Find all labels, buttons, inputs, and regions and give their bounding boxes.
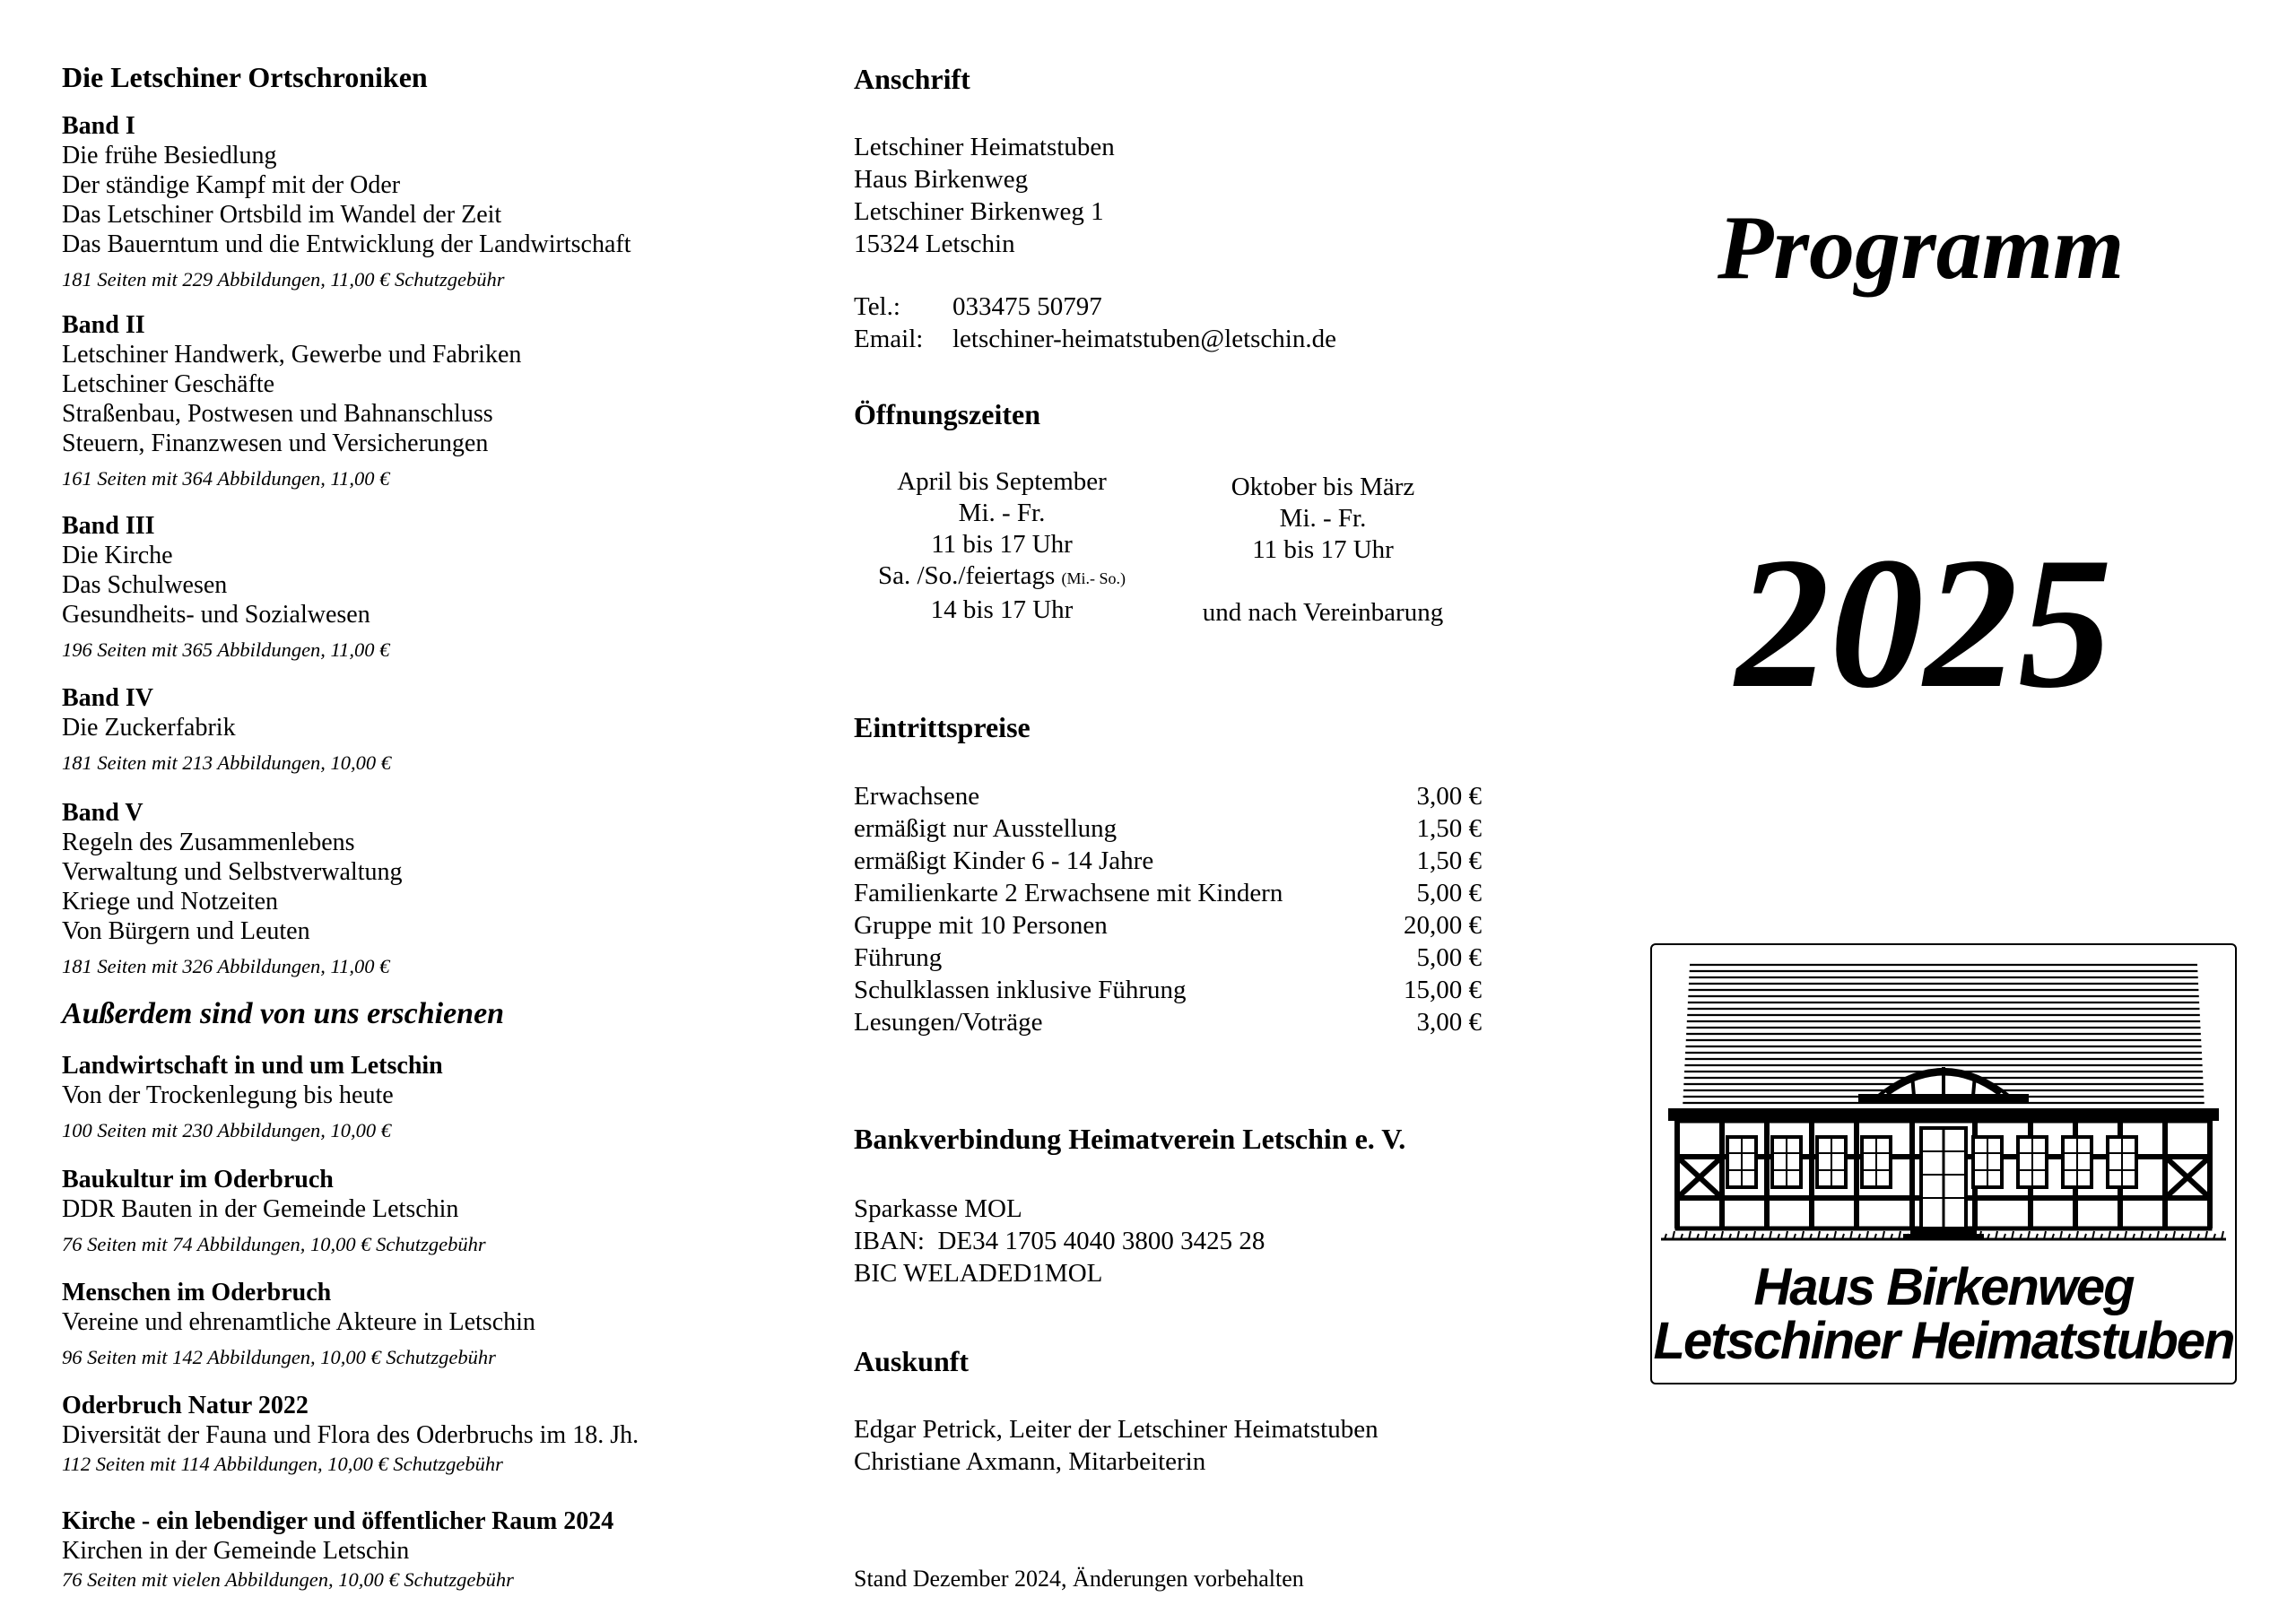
band-title: Band I <box>62 112 135 140</box>
price-label: Erwachsene <box>854 782 980 811</box>
band-meta: 181 Seiten mit 229 Abbildungen, 11,00 € Schutzgebühr <box>62 268 505 291</box>
contact-block <box>854 291 1336 355</box>
summer-days: Mi. - Fr. <box>958 499 1046 527</box>
band-topic: Steuern, Finanzwesen und Versicherungen <box>62 430 489 457</box>
oeffnungszeiten-heading: Öffnungszeiten <box>854 398 1040 430</box>
price-row <box>854 974 1482 1006</box>
price-value: 1,50 € <box>1416 846 1482 875</box>
band-topic: Der ständige Kampf mit der Oder <box>62 171 401 199</box>
bank-line: Sparkasse MOL <box>854 1194 1022 1223</box>
email-row <box>854 323 1336 355</box>
publication-title: Oderbruch Natur 2022 <box>62 1392 309 1419</box>
band-topic: Die Zuckerfabrik <box>62 714 236 742</box>
publication-3 <box>62 1278 833 1370</box>
band-meta: 181 Seiten mit 326 Abbildungen, 11,00 € <box>62 955 390 977</box>
publication-meta: 96 Seiten mit 142 Abbildungen, 10,00 € Schutzgebühr <box>62 1346 496 1368</box>
publication-title: Menschen im Oderbruch <box>62 1279 332 1306</box>
price-value: 1,50 € <box>1416 814 1482 843</box>
winter-days: Mi. - Fr. <box>1279 504 1367 533</box>
address-line: Haus Birkenweg <box>854 165 1029 194</box>
price-label: Führung <box>854 943 943 972</box>
price-value: 5,00 € <box>1416 943 1482 972</box>
price-value: 20,00 € <box>1404 911 1482 940</box>
contact-persons <box>854 1413 1378 1478</box>
price-label: ermäßigt nur Ausstellung <box>854 814 1118 843</box>
band-meta: 181 Seiten mit 213 Abbildungen, 10,00 € <box>62 751 392 774</box>
program-title: Programm <box>1718 197 2125 299</box>
band-2 <box>62 310 833 491</box>
price-label: Lesungen/Voträge <box>854 1008 1043 1037</box>
logo-text-line2: Letschiner Heimatstuben <box>1653 1312 2234 1370</box>
further-publications-heading: Außerdem sind von uns erschienen <box>62 997 505 1030</box>
bank-line: IBAN: DE34 1705 4040 3800 3425 28 <box>854 1227 1265 1255</box>
band-topic: Das Schulwesen <box>62 571 228 599</box>
price-row <box>854 812 1482 845</box>
publication-meta: 76 Seiten mit vielen Abbildungen, 10,00 € Schutzgebühr <box>62 1568 514 1591</box>
publication-meta: 100 Seiten mit 230 Abbildungen, 10,00 € <box>62 1119 392 1141</box>
band-topic: Letschiner Handwerk, Gewerbe und Fabriken <box>62 341 522 369</box>
winter-hours <box>1175 472 1471 629</box>
summer-weekend <box>854 560 1150 595</box>
band-topic: Verwaltung und Selbstverwaltung <box>62 858 403 886</box>
band-topic: Das Letschiner Ortsbild im Wandel der Zeit <box>62 201 502 229</box>
publication-subtitle: DDR Bauten in der Gemeinde Letschin <box>62 1195 459 1223</box>
address-block <box>854 131 1115 260</box>
publication-1 <box>62 1051 833 1143</box>
address-line: Letschiner Birkenweg 1 <box>854 197 1104 226</box>
winter-note: und nach Vereinbarung <box>1202 598 1444 627</box>
summer-hours <box>854 466 1150 626</box>
publication-meta: 112 Seiten mit 114 Abbildungen, 10,00 € Schutzgebühr <box>62 1453 503 1475</box>
summer-weekend-time: 14 bis 17 Uhr <box>930 595 1074 624</box>
price-value: 15,00 € <box>1404 976 1482 1004</box>
price-row <box>854 877 1482 909</box>
address-line: 15324 Letschin <box>854 230 1015 258</box>
weekend-label: Sa. /So./feiertags <box>877 561 1056 590</box>
price-value: 3,00 € <box>1416 1008 1482 1037</box>
band-title: Band III <box>62 512 155 540</box>
phone-number: 033475 50797 <box>952 292 1102 321</box>
bank-line: BIC WELADED1MOL <box>854 1259 1103 1288</box>
auskunft-heading: Auskunft <box>854 1345 970 1377</box>
band-5 <box>62 798 833 979</box>
price-label: Schulklassen inklusive Führung <box>854 976 1187 1004</box>
price-row <box>854 942 1482 974</box>
price-row <box>854 780 1482 812</box>
winter-time: 11 bis 17 Uhr <box>1252 535 1394 564</box>
band-topic: Kriege und Notzeiten <box>62 888 279 916</box>
band-title: Band II <box>62 311 145 339</box>
band-topic: Regeln des Zusammenlebens <box>62 829 355 856</box>
publication-title: Landwirtschaft in und um Letschin <box>62 1052 443 1080</box>
price-label: ermäßigt Kinder 6 - 14 Jahre <box>854 846 1154 875</box>
bank-details <box>854 1193 1265 1289</box>
email-address: letschiner-heimatstuben@letschin.de <box>952 325 1336 353</box>
publication-title: Kirche - ein lebendiger und öffentlicher Raum 2024 <box>62 1507 614 1535</box>
band-1 <box>62 111 833 292</box>
publication-subtitle: Vereine und ehrenamtliche Akteure in Letschin <box>62 1308 535 1336</box>
band-topic: Die frühe Besiedlung <box>62 142 277 169</box>
band-topic: Straßenbau, Postwesen und Bahnanschluss <box>62 400 493 428</box>
price-row <box>854 845 1482 877</box>
price-row <box>854 909 1482 942</box>
band-4 <box>62 683 833 776</box>
publication-meta: 76 Seiten mit 74 Abbildungen, 10,00 € Schutzgebühr <box>62 1233 486 1255</box>
publication-4 <box>62 1391 833 1477</box>
chronicles-heading: Die Letschiner Ortschroniken <box>62 61 428 93</box>
address-line: Letschiner Heimatstuben <box>854 133 1115 161</box>
phone-row <box>854 291 1336 323</box>
summer-time: 11 bis 17 Uhr <box>931 530 1073 559</box>
price-table <box>854 780 1482 1038</box>
eintrittspreise-heading: Eintrittspreise <box>854 711 1031 743</box>
logo-text-line1: Haus Birkenweg <box>1753 1258 2134 1316</box>
band-topic: Das Bauerntum und die Entwicklung der Landwirtschaft <box>62 230 631 258</box>
band-topic: Letschiner Geschäfte <box>62 370 275 398</box>
publication-2 <box>62 1165 833 1257</box>
price-value: 3,00 € <box>1416 782 1482 811</box>
email-label: Email: <box>854 325 924 353</box>
weekend-note: (Mi.- So.) <box>1061 569 1126 587</box>
publication-subtitle: Diversität der Fauna und Flora des Oderbruchs im 18. Jh. <box>62 1421 639 1449</box>
band-title: Band IV <box>62 684 153 712</box>
anschrift-heading: Anschrift <box>854 63 970 95</box>
price-label: Gruppe mit 10 Personen <box>854 911 1108 940</box>
publication-subtitle: Kirchen in der Gemeinde Letschin <box>62 1537 410 1565</box>
summer-period: April bis September <box>897 467 1107 496</box>
price-label: Familienkarte 2 Erwachsene mit Kindern <box>854 879 1283 907</box>
band-topic: Gesundheits- und Sozialwesen <box>62 601 370 629</box>
publication-title: Baukultur im Oderbruch <box>62 1166 334 1193</box>
contact-person: Edgar Petrick, Leiter der Letschiner Heimatstuben <box>854 1415 1378 1444</box>
band-3 <box>62 511 833 663</box>
publication-subtitle: Von der Trockenlegung bis heute <box>62 1081 394 1109</box>
band-topic: Von Bürgern und Leuten <box>62 917 310 945</box>
price-row <box>854 1006 1482 1038</box>
price-value: 5,00 € <box>1416 879 1482 907</box>
band-meta: 196 Seiten mit 365 Abbildungen, 11,00 € <box>62 638 390 661</box>
contact-person: Christiane Axmann, Mitarbeiterin <box>854 1447 1206 1476</box>
program-year: 2025 <box>1735 519 2112 727</box>
band-title: Band V <box>62 799 144 827</box>
bank-heading: Bankverbindung Heimatverein Letschin e. V. <box>854 1123 1406 1155</box>
phone-label: Tel.: <box>854 292 900 321</box>
status-footnote: Stand Dezember 2024, Änderungen vorbehalten <box>854 1566 1304 1592</box>
winter-period: Oktober bis März <box>1231 473 1415 501</box>
band-topic: Die Kirche <box>62 542 173 569</box>
band-meta: 161 Seiten mit 364 Abbildungen, 11,00 € <box>62 467 390 490</box>
publication-5 <box>62 1506 833 1593</box>
haus-birkenweg-logo <box>1650 943 2237 1384</box>
